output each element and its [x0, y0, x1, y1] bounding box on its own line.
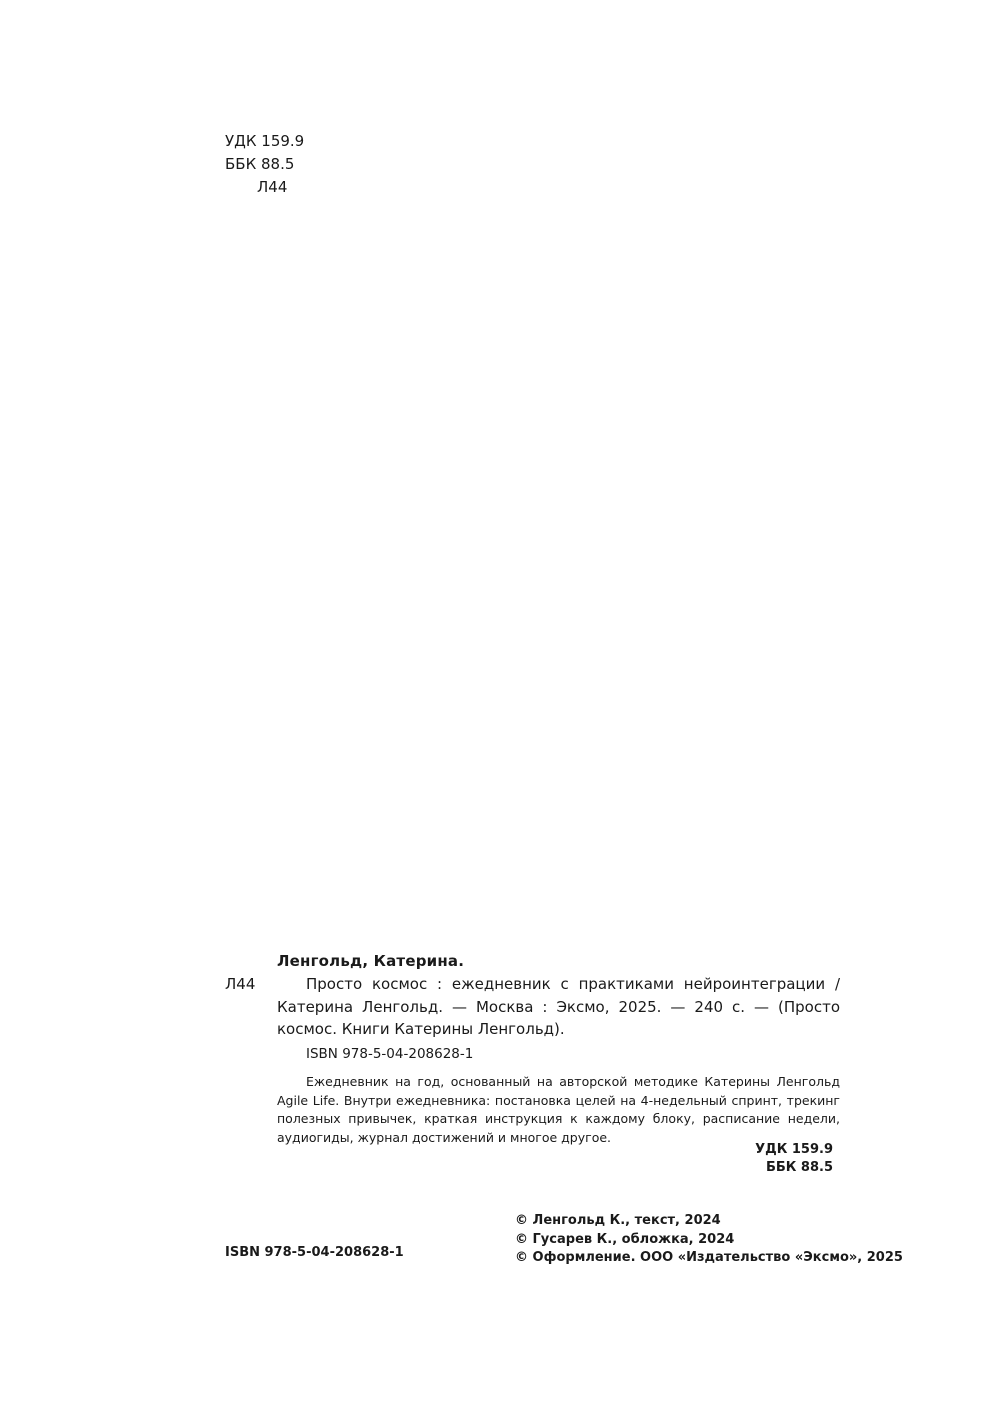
copyright-text: © Ленгольд К., текст, 2024: [515, 1213, 721, 1228]
top-author-mark: Л44: [257, 178, 288, 196]
record-author-mark: Л44: [225, 975, 256, 993]
author-heading: Ленгольд, Катерина.: [277, 952, 465, 970]
title-description: Просто космос : ежедневник с практиками нейроинтеграции / Катерина Ленгольд. — Москва : Эксмо, 2025. — 240 с. — (Просто космос. Книги Катерины Ленгольд).: [277, 975, 840, 1038]
record-isbn: ISBN 978-5-04-208628-1: [306, 1046, 474, 1062]
isbn-bottom: ISBN 978-5-04-208628-1: [225, 1245, 404, 1260]
top-classification-codes: [225, 130, 304, 199]
top-udk-code: УДК 159.9: [225, 132, 305, 150]
record-bbk-code: ББК 88.5: [765, 1160, 833, 1175]
top-bbk-code: ББК 88.5: [225, 155, 295, 173]
record-classification-codes: [700, 1141, 833, 1177]
copyright-block: [515, 1212, 903, 1268]
copyright-cover: © Гусарев К., обложка, 2024: [515, 1231, 735, 1247]
copyright-design: © Оформление. ООО «Издательство «Эксмо», 2025: [515, 1250, 903, 1265]
annotation-text: Ежедневник на год, основанный на авторской методике Катерины Ленгольд Agile Life. Внутри ежедневника: постановка целей на 4-недельный спринт, трекинг полезных привычек, краткая инструкция к каждому блоку, расписание недели, аудиогиды, журнал достижений и многое другое.: [277, 1074, 840, 1145]
record-udk-code: УДК 159.9: [755, 1142, 833, 1157]
